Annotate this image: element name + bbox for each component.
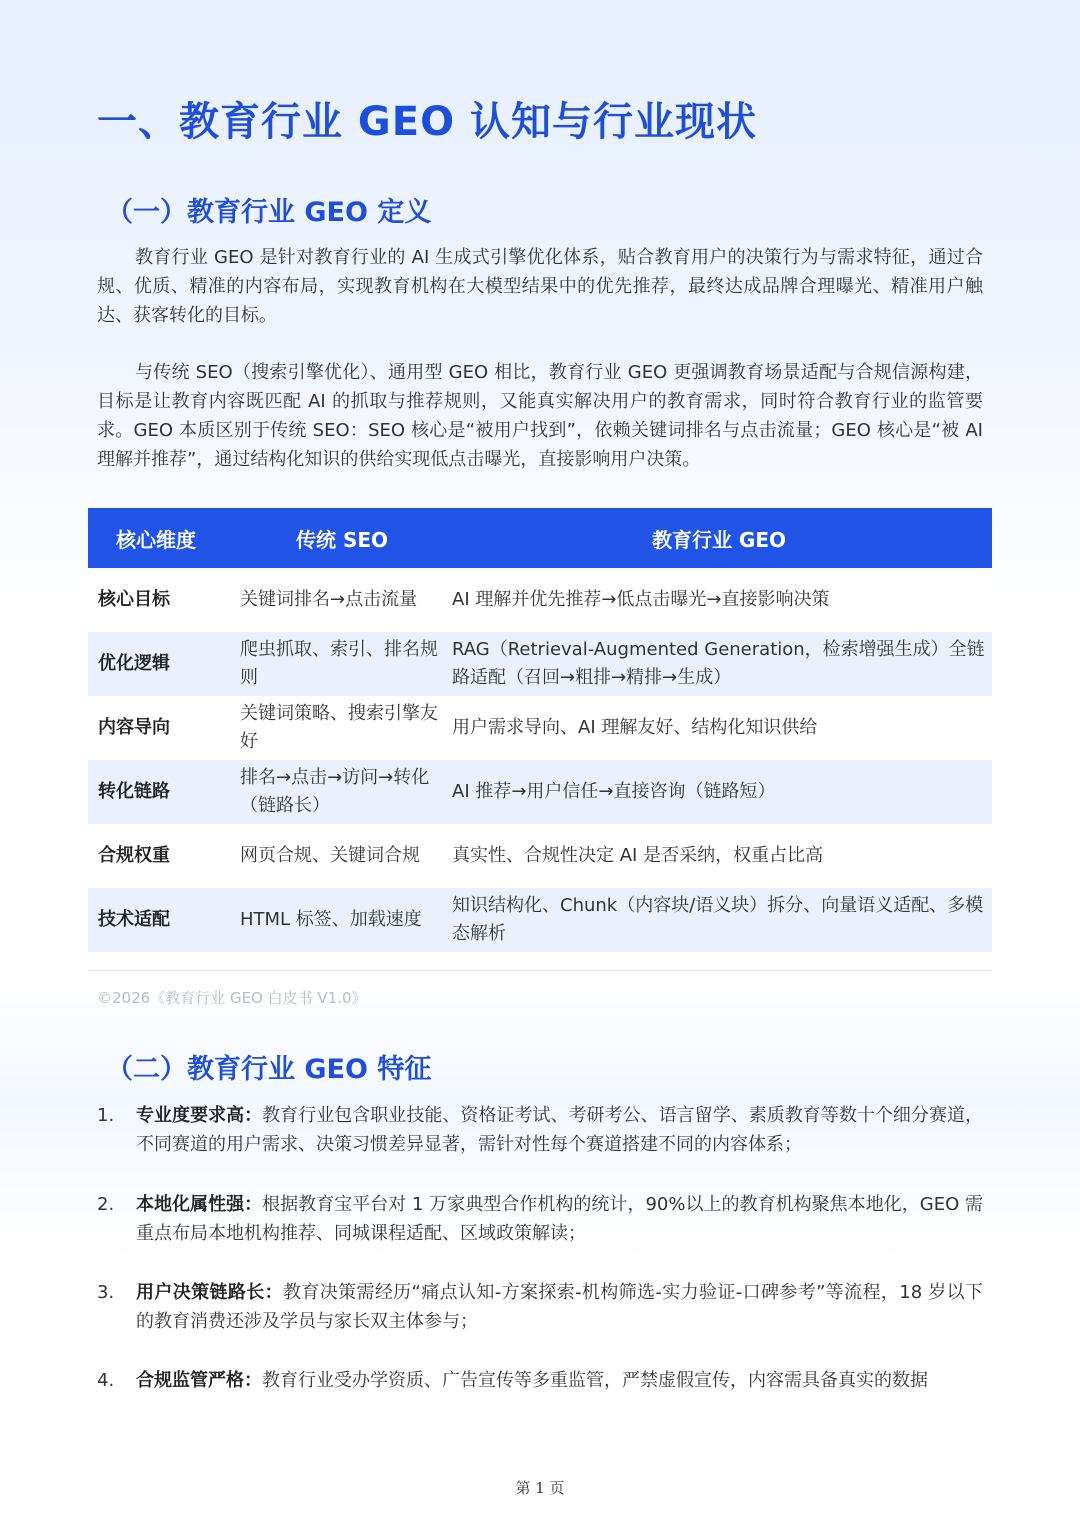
row-seo-cell: 关键词策略、搜索引擎友好 [234,696,446,760]
section-heading-definition: （一）教育行业 GEO 定义 [106,197,432,228]
list-item-number: 2. [97,1194,115,1215]
row-seo-cell: 关键词排名→点击流量 [234,568,446,632]
row-seo-cell: 排名→点击→访问→转化（链路长） [234,760,446,824]
row-dimension: 内容导向 [88,696,234,760]
table-row [88,696,992,760]
row-geo-cell: AI 推荐→用户信任→直接咨询（链路短） [446,760,992,824]
list-item-text: 教育行业包含职业技能、资格证考试、考研考公、语言留学、素质教育等数十个细分赛道，不同赛道的用户需求、决策习惯差异显著，需针对性每个赛道搭建不同的内容体系； [136,1105,983,1155]
row-seo-cell: 爬虫抓取、索引、排名规则 [234,632,446,696]
table-row [88,632,992,696]
row-geo-cell: 用户需求导向、AI 理解友好、结构化知识供给 [446,696,992,760]
header-traditional-seo: 传统 SEO [234,508,446,568]
list-item [97,1366,983,1395]
row-seo-cell: 网页合规、关键词合规 [234,824,446,888]
row-geo-cell: AI 理解并优先推荐→低点击曝光→直接影响决策 [446,568,992,632]
row-seo-cell: HTML 标签、加载速度 [234,888,446,952]
row-dimension: 转化链路 [88,760,234,824]
list-item [97,1101,983,1159]
definition-paragraph-1: 教育行业 GEO 是针对教育行业的 AI 生成式引擎优化体系，贴合教育用户的决策行为与需求特征，通过合规、优质、精准的内容布局，实现教育机构在大模型结果中的优先推荐，最终达成品牌合理曝光、精准用户触达、获客转化的目标。 [97,247,983,326]
page-title: 一、教育行业 GEO 认知与行业现状 [97,99,758,145]
row-geo-cell: 真实性、合规性决定 AI 是否采纳，权重占比高 [446,824,992,888]
table-row [88,824,992,888]
table-row [88,568,992,632]
row-geo-cell: 知识结构化、Chunk（内容块/语义块）拆分、向量语义适配、多模态解析 [446,888,992,952]
list-item-number: 4. [97,1370,115,1391]
list-item-number: 1. [97,1105,115,1126]
list-item-label: 合规监管严格： [136,1370,262,1391]
table-header-row [88,508,992,568]
list-item [97,1190,983,1248]
row-geo-cell: RAG（Retrieval-Augmented Generation，检索增强生成）全链路适配（召回→粗排→精排→生成） [446,632,992,696]
list-item-text: 教育行业受办学资质、广告宣传等多重监管，严禁虚假宣传，内容需具备真实的数据 [262,1370,928,1391]
list-item-text: 根据教育宝平台对 1 万家典型合作机构的统计，90%以上的教育机构聚焦本地化，GEO 需重点布局本地机构推荐、同城课程适配、区域政策解读； [136,1194,983,1244]
list-item-label: 用户决策链路长： [136,1282,283,1303]
list-item-label: 专业度要求高： [136,1105,263,1126]
list-item-number: 3. [97,1282,115,1303]
list-item [97,1278,983,1336]
header-dimension: 核心维度 [88,508,234,568]
section-heading-features: （二）教育行业 GEO 特征 [106,1054,432,1085]
list-item-label: 本地化属性强： [136,1194,263,1215]
table-bottom-divider [88,970,992,971]
header-education-geo: 教育行业 GEO [446,508,992,568]
row-dimension: 技术适配 [88,888,234,952]
copyright-note: ©2026《教育行业 GEO 白皮书 V1.0》 [97,989,367,1007]
list-item-text: 教育决策需经历“痛点认知-方案探索-机构筛选-实力验证-口碑参考”等流程，18 岁以下的教育消费还涉及学员与家长双主体参与； [136,1282,984,1332]
page-number: 第 1 页 [515,1479,565,1497]
table-row [88,760,992,824]
definition-paragraph-2: 与传统 SEO（搜索引擎优化）、通用型 GEO 相比，教育行业 GEO 更强调教育场景适配与合规信源构建，目标是让教育内容既匹配 AI 的抓取与推荐规则，又能真实解决用户的教育需求，同时符合教育行业的监管要求。GEO 本质区别于传统 SEO：SEO 核心是“被用户找到”，依赖关键词排名与点击流量；GEO 核心是“被 AI 理解并推荐”，通过结构化知识的供给实现低点击曝光，直接影响用户决策。 [97,362,983,470]
row-dimension: 优化逻辑 [88,632,234,696]
row-dimension: 核心目标 [88,568,234,632]
comparison-table [88,508,992,952]
row-dimension: 合规权重 [88,824,234,888]
table-row [88,888,992,952]
